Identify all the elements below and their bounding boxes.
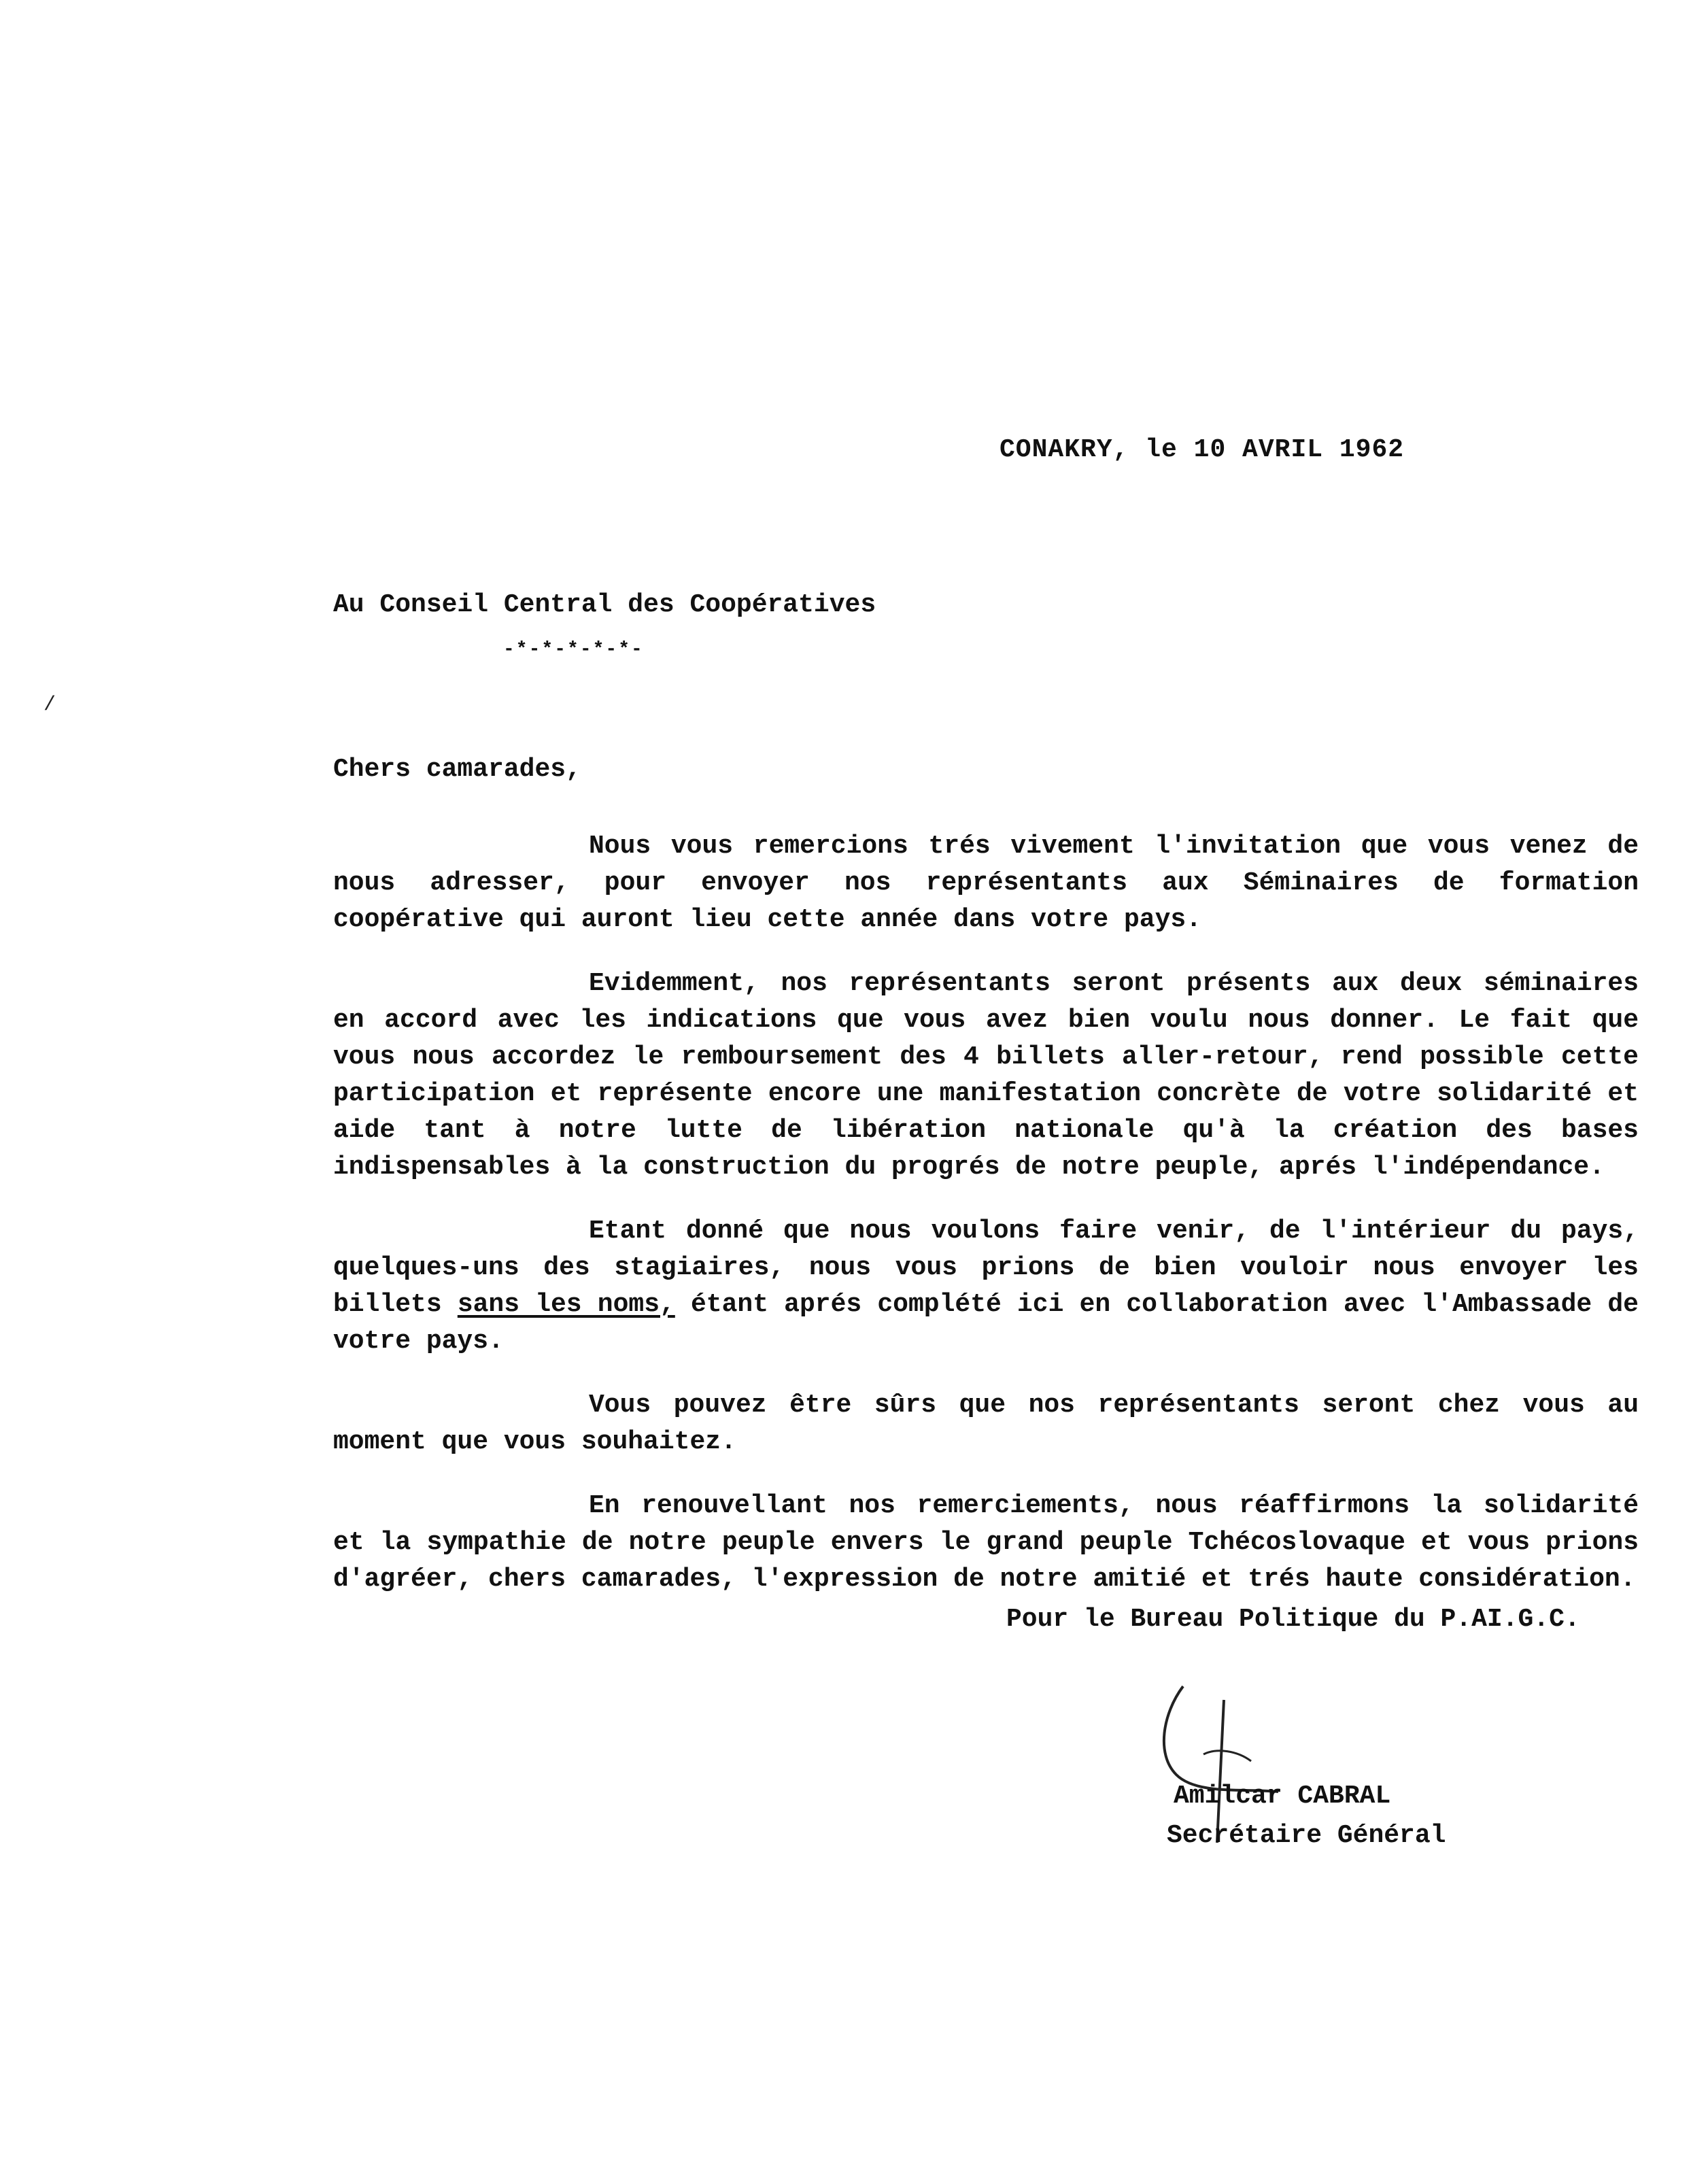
recipient-line: Au Conseil Central des Coopératives <box>333 590 876 619</box>
closing-line: Pour le Bureau Politique du P.AI.G.C. <box>1006 1605 1580 1634</box>
paragraph-5: En renouvellant nos remerciements, nous réaffirmons la solidarité et la sympathie de notre peuple envers le grand peuple Tchécoslovaque et vous prions d'agréer, chers camarades, l'expression de notre amitié et trés haute considération. <box>333 1491 1639 1594</box>
paragraph-1: Nous vous remercions trés vivement l'invitation que vous venez de nous adresser, pour envoyer nos représentants aux Séminaires de formation coopérative qui auront lieu cette année dans votre pays. <box>333 832 1639 934</box>
paragraph-3 <box>333 1213 1639 1360</box>
letter-body <box>333 828 1639 1625</box>
signature-mark <box>1142 1673 1305 1843</box>
stray-mark: / <box>44 694 56 717</box>
recipient-underline: -*-*-*-*-*- <box>503 639 644 660</box>
paragraph-4: Vous pouvez être sûrs que nos représentants seront chez vous au moment que vous souhaitez. <box>333 1391 1639 1456</box>
paragraph-3-after: étant aprés complété ici en collaboration avec l'Ambassade de votre pays. <box>333 1290 1639 1356</box>
salutation: Chers camarades, <box>333 755 581 784</box>
signer-name: Amilcar CABRAL <box>1174 1782 1391 1811</box>
date-line: CONAKRY, le 10 AVRIL 1962 <box>1000 435 1405 464</box>
paragraph-3-before: Etant donné que nous voulons faire venir, de l'intérieur du pays, quelques-uns des stagiaires, nous vous prions de bien vouloir nous envoyer les billets <box>333 1216 1639 1319</box>
paragraph-2: Evidemment, nos représentants seront présents aux deux séminaires en accord avec les indications que vous avez bien voulu nous donner. Le fait que vous nous accordez le remboursement des 4 billets aller-retour, rend possible cette participation et représente encore une manifestation concrète de votre solidarité et aide tant à notre lutte de libération nationale qu'à la création des bases indispensables à la construction du progrés de notre peuple, aprés l'indépendance. <box>333 969 1639 1182</box>
signer-title: Secrétaire Général <box>1167 1821 1446 1850</box>
paragraph-3-underlined: sans les noms, <box>457 1290 675 1319</box>
